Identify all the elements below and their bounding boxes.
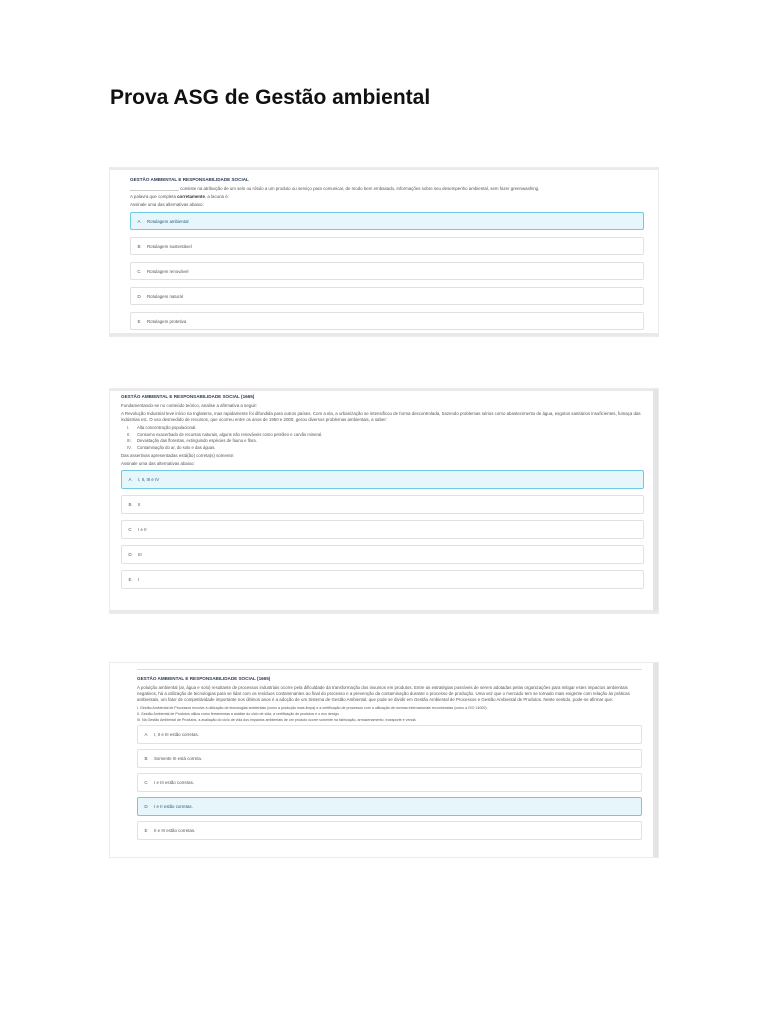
option-e[interactable] xyxy=(137,821,642,840)
option-c[interactable] xyxy=(137,773,642,792)
option-a[interactable] xyxy=(121,470,644,489)
option-b[interactable] xyxy=(130,237,644,255)
option-letter: C xyxy=(137,268,141,274)
option-text: I xyxy=(138,577,140,582)
prompt-post: , a lacuna é: xyxy=(204,194,229,199)
option-text: III xyxy=(138,552,142,557)
screenshot-scroll-edge xyxy=(653,663,658,857)
options-list xyxy=(137,725,642,840)
question-stem: A Revolução Industrial teve início na Inglaterra, mas rapidamente foi difundida para outros países. Com a ela, a urbanização se intensificou de forma descontrolada, trazendo problemas sérios como abastecimento de água, esgotos sanitários insuficientes, fumaça das indústrias etc. O uso desmedido de recursos, que ocorreu entre os anos de 1950 e 2000, gerou diversos problemas ambientais, a saber: xyxy=(121,411,641,422)
question-3-card xyxy=(137,669,642,845)
option-b[interactable] xyxy=(121,495,644,514)
options-list xyxy=(130,212,644,330)
option-d[interactable] xyxy=(137,797,642,816)
option-letter: B xyxy=(128,502,132,507)
assertion-item: III. Na Gestão Ambiental de Produtos, a avaliação do ciclo de vida dos impactos ambientais de um produto ocorre somente na fabricação, armazenamento, transporte e venda. xyxy=(137,718,417,722)
blank-line: ____________________ xyxy=(130,186,179,191)
option-letter: C xyxy=(144,780,148,785)
assertion-text: Devastação das florestas, extinguindo espécies de fauna e flora. xyxy=(137,438,257,443)
screenshot-top-edge xyxy=(110,168,658,170)
option-letter: D xyxy=(128,552,132,557)
option-e[interactable] xyxy=(121,570,644,589)
question-stem xyxy=(130,186,644,192)
question-prompt xyxy=(130,194,644,200)
option-text: I e III estão corretas. xyxy=(154,780,195,785)
option-letter: B xyxy=(144,756,148,761)
option-letter: A xyxy=(144,732,148,737)
assertion-number: IV. xyxy=(127,444,132,450)
option-text: I, II e III estão corretas. xyxy=(154,732,199,737)
instruction: Assinale uma das alternativas abaixo: xyxy=(130,202,204,207)
option-d[interactable] xyxy=(130,287,644,305)
document-title: Prova ASG de Gestão ambiental xyxy=(110,86,431,109)
options-list xyxy=(121,470,644,589)
question-screenshot-3 xyxy=(110,663,658,857)
screenshot-bottom-edge xyxy=(110,610,658,613)
instruction: Assinale uma das alternativas abaixo: xyxy=(121,461,195,466)
option-e[interactable] xyxy=(130,312,644,330)
option-letter: D xyxy=(144,804,148,809)
question-stem: A poluição ambiental (ar, água e solo) resultante de processos industriais ocorre pela dificuldade da transformação dos insumos em produtos. Entre as estratégias possíveis de serem adotadas pelas organizações para mitigar estes impactos ambientais negativos, há a utilização de tecnologias para se lidar com os resíduos contaminantes ao final do processo e a prevenção da contaminação durante o processo de produção. Uma vez que o mercado tem se tornado mais exigente com relação às práticas ambientais, um fator de competitividade importante nos últimos anos é a adoção de um Sistema de Gestão Ambiental, que pode se dividir em Gestão Ambiental de Processos e Gestão Ambiental de Produtos. Neste sentido, pode-se afirmar que: xyxy=(137,685,630,702)
question-1-card xyxy=(130,177,644,336)
option-text: II xyxy=(138,502,141,507)
option-letter: C xyxy=(128,527,132,532)
prompt-pre: A palavra que completa xyxy=(130,194,178,199)
assertion-text: Alta concentração populacional. xyxy=(137,425,197,430)
question-header: GESTÃO AMBIENTAL E RESPONSABILIDADE SOCIAL (1665) xyxy=(137,676,271,681)
assertions-list xyxy=(137,705,642,723)
question-header: GESTÃO AMBIENTAL E RESPONSABILIDADE SOCIAL (1665) xyxy=(121,394,255,399)
question-2-card xyxy=(121,394,644,595)
option-text: Rotulagem natural xyxy=(147,293,183,299)
option-letter: A xyxy=(137,218,141,224)
screenshot-top-edge xyxy=(110,389,658,391)
option-text: Rotulagem renovável xyxy=(147,268,189,274)
stem-text: consiste na atribuição de um selo ou rótulo a um produto ou serviço para comunicar, de modo bem embasado, informações sobre seu desempenho ambiental, sem fazer greenwashing. xyxy=(178,186,540,191)
option-text: I e II xyxy=(138,527,147,532)
assertion-number: I. xyxy=(127,425,130,430)
option-c[interactable] xyxy=(121,520,644,539)
question-prompt: Das assertivas apresentadas está(ão) correta(s) somente: xyxy=(121,453,235,458)
assertion-text: Contaminação do ar, do solo e das águas. xyxy=(137,444,216,450)
prompt-bold: corretamente xyxy=(177,194,205,199)
option-letter: E xyxy=(128,577,132,582)
screenshot-bottom-edge xyxy=(110,333,658,336)
assertion-item: II. Gestão Ambiental de Produtos utiliza como ferramentas a análise do ciclo de vida, a certificação de produtos e o eco design. xyxy=(137,712,340,716)
question-screenshot-1 xyxy=(110,168,658,336)
option-letter: B xyxy=(137,243,141,249)
assertion-number: II. xyxy=(127,431,131,437)
option-text: II e III estão corretas. xyxy=(154,828,196,833)
option-text: I, II, III e IV xyxy=(138,477,160,482)
option-letter: E xyxy=(144,828,148,833)
option-letter: E xyxy=(137,318,141,324)
option-b[interactable] xyxy=(137,749,642,768)
assertion-item xyxy=(121,445,644,452)
option-text: Somente III está correta. xyxy=(154,756,203,761)
option-a[interactable] xyxy=(130,212,644,230)
divider xyxy=(137,669,642,670)
option-letter: A xyxy=(128,477,132,482)
option-letter: D xyxy=(137,293,141,299)
option-text: I e II estão corretas. xyxy=(154,804,193,809)
assertions-list xyxy=(121,425,644,451)
assertion-number: III. xyxy=(127,438,132,443)
question-lead: Fundamentando-se no conteúdo teórico, analise a afirmativa a seguir: xyxy=(121,403,258,408)
option-a[interactable] xyxy=(137,725,642,744)
question-screenshot-2 xyxy=(110,389,658,613)
screenshot-scroll-edge xyxy=(653,389,658,613)
option-text: Rotulagem ambiental xyxy=(147,218,189,224)
option-text: Rotulagem protetiva xyxy=(147,318,187,324)
option-text: Rotulagem sustentável xyxy=(147,243,192,249)
option-c[interactable] xyxy=(130,262,644,280)
assertion-text: Consumo exacerbado de recursos naturais, alguns não renováveis como petróleo e carvão mineral. xyxy=(137,431,323,437)
option-d[interactable] xyxy=(121,545,644,564)
assertion-item: I. Gestão Ambiental de Processos envolve a utilização de tecnologias ambientais (como a produção mais limpa) e a certificação de processos com a utilização de normas internacionais reconhecidas (como a ISO 14000). xyxy=(137,706,488,710)
question-header: GESTÃO AMBIENTAL E RESPONSABILIDADE SOCIAL xyxy=(130,177,249,182)
